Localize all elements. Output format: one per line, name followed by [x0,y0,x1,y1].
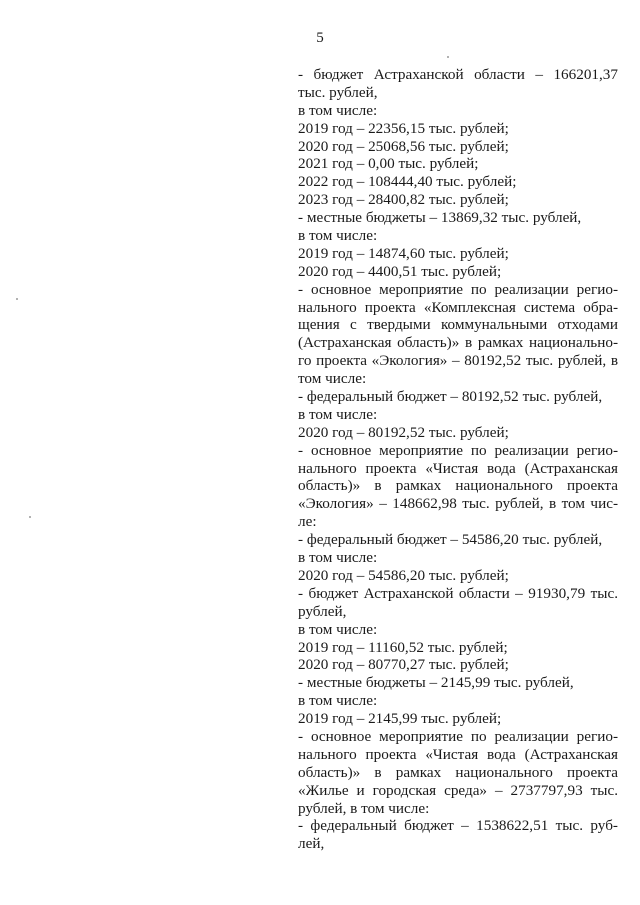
text-line: в том числе: [298,549,378,567]
text-line: нального проекта «Чистая вода (Астраханская [298,459,618,477]
text-line: в том числе: [298,101,378,119]
text-line: 2020 год – 4400,51 тыс. рублей; [298,262,502,280]
budget-text-column [298,66,618,853]
text-line: - основное мероприятие по реализации регио- [298,280,618,298]
text-line: в том числе: [298,405,378,423]
text-line: - основное мероприятие по реализации регио- [298,727,618,745]
text-line: - бюджет Астраханской области – 91930,79 тыс. [298,584,618,602]
text-line: нального проекта «Комплексная система обра- [298,298,618,316]
text-line: - федеральный бюджет – 54586,20 тыс. рублей, [298,531,603,549]
text-line: нального проекта «Чистая вода (Астраханская [298,745,618,763]
text-line: «Экология» – 148662,98 тыс. рублей, в том чис- [298,495,618,513]
text-line: том числе: [298,370,367,388]
scan-speck [447,56,449,58]
scan-speck [29,516,31,518]
text-line: - местные бюджеты – 13869,32 тыс. рублей, [298,209,582,227]
text-line: 2019 год – 11160,52 тыс. рублей; [298,638,508,656]
text-line: 2019 год – 14874,60 тыс. рублей; [298,244,509,262]
text-line: 2019 год – 22356,15 тыс. рублей; [298,119,509,137]
text-line: «Жилье и городская среда» – 2737797,93 тыс. [298,781,618,799]
text-line: в том числе: [298,692,378,710]
text-line: область)» в рамках национального проекта [298,763,618,781]
text-line: 2020 год – 25068,56 тыс. рублей; [298,137,509,155]
text-line: область)» в рамках национального проекта [298,477,618,495]
text-line: - федеральный бюджет – 1538622,51 тыс. руб- [298,817,618,835]
text-line: - федеральный бюджет – 80192,52 тыс. рублей, [298,388,603,406]
text-line: рублей, в том числе: [298,799,430,817]
text-line: 2020 год – 54586,20 тыс. рублей; [298,566,509,584]
text-line: 2021 год – 0,00 тыс. рублей; [298,155,479,173]
scan-speck [16,298,18,300]
text-line: лей, [298,835,325,853]
text-line: ле: [298,513,317,531]
text-line: 2022 год – 108444,40 тыс. рублей; [298,173,517,191]
text-line: 2020 год – 80192,52 тыс. рублей; [298,423,509,441]
text-line: щения с твердыми коммунальными отходами [298,316,618,334]
page-number: 5 [316,30,324,46]
text-line: рублей, [298,602,347,620]
text-line: 2023 год – 28400,82 тыс. рублей; [298,191,509,209]
text-line: (Астраханская область)» в рамках национально- [298,334,618,352]
text-line: тыс. рублей, [298,83,378,101]
text-line: - бюджет Астраханской области – 166201,37 [298,66,618,83]
text-line: в том числе: [298,227,378,245]
text-line: го проекта «Экология» – 80192,52 тыс. рублей, в [298,352,618,370]
text-line: 2019 год – 2145,99 тыс. рублей; [298,710,502,728]
text-line: в том числе: [298,620,378,638]
text-line: - местные бюджеты – 2145,99 тыс. рублей, [298,674,574,692]
text-line: - основное мероприятие по реализации регио- [298,441,618,459]
text-line: 2020 год – 80770,27 тыс. рублей; [298,656,509,674]
